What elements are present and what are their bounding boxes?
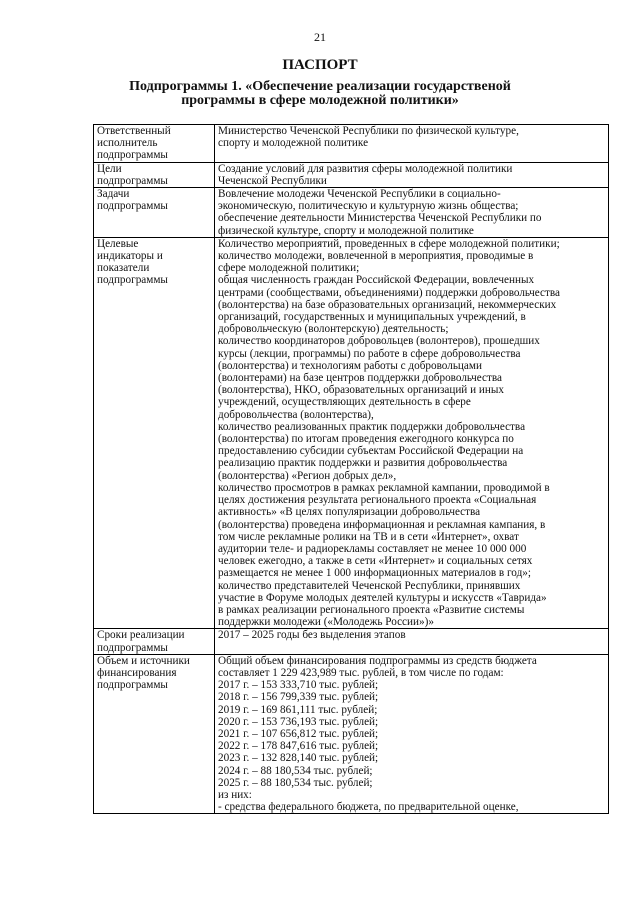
row-label-line: Объем и источники: [97, 654, 190, 667]
row-value-line: в рамках реализации регионального проекта «Развитие системы: [218, 603, 525, 616]
row-label-cell: [94, 125, 215, 163]
subtitle-line: программы в сфере молодежной политики»: [181, 93, 459, 108]
row-value-line: аудитории теле- и радиорекламы составляет не менее 10 000 000: [218, 542, 527, 555]
row-value-line: участие в Форуме молодых деятелей культуры и искусств «Таврида»: [218, 591, 547, 604]
row-label-cell: [94, 237, 215, 629]
row-label-cell: [94, 654, 215, 814]
row-value-line: количество координаторов добровольцев (волонтеров), прошедших: [218, 335, 540, 348]
row-value-line: 2025 г. – 88 180,534 тыс. рублей;: [218, 776, 373, 789]
passport-table-body: [94, 125, 609, 814]
row-value-line: Министерство Чеченской Республики по физической культуре,: [218, 125, 519, 137]
passport-row: [94, 654, 609, 814]
row-value-line: спорту и молодежной политике: [218, 137, 369, 150]
row-value-line: экономическую, политическую и культурную жизнь общества;: [218, 200, 519, 213]
row-value-cell: [215, 125, 609, 163]
row-value-line: Вовлечение молодежи Чеченской Республики в социально-: [218, 188, 501, 201]
row-value-cell: [215, 629, 609, 654]
row-value-line: (волонтерами) на базе центров поддержки добровольчества: [218, 372, 502, 385]
row-value-cell: [215, 654, 609, 814]
row-value-line: количество реализованных практик поддержки добровольчества: [218, 420, 526, 433]
row-value-line: размещается не менее 1 000 информационных материалов в год»;: [218, 567, 531, 580]
row-value-line: сфере молодежной политики;: [218, 262, 360, 275]
row-value-line: центрами (сообществами, объединениями) поддержки добровольчества: [218, 286, 561, 299]
row-label-line: подпрограммы: [97, 174, 168, 187]
row-value-line: 2017 – 2025 годы без выделения этапов: [218, 629, 406, 642]
row-value-line: поддержки молодежи («Молодежь России»)»: [218, 616, 434, 629]
row-value-line: (волонтерства) «Регион добрых дел»,: [218, 469, 397, 482]
row-value-line: Чеченской Республики: [218, 174, 327, 187]
row-value-line: количество просмотров в рамках рекламной кампании, проводимой в: [218, 481, 550, 494]
row-label-line: Сроки реализации: [97, 629, 185, 642]
row-value-line: организаций, государственных и муниципальных учреждений, в: [218, 311, 526, 324]
row-label-line: индикаторы и: [97, 250, 163, 263]
row-value-line: (волонтерства) проведена информационная и рекламная кампания, в: [218, 518, 546, 531]
row-value-cell: [215, 188, 609, 238]
row-value-line: Создание условий для развития сферы молодежной политики: [218, 162, 513, 175]
row-label-cell: [94, 162, 215, 187]
passport-row: [94, 629, 609, 654]
row-label-line: Целевые: [97, 237, 139, 250]
row-value-line: 2020 г. – 153 736,193 тыс. рублей;: [218, 715, 379, 728]
row-label-line: Задачи: [97, 188, 130, 201]
row-value-line: из них:: [218, 788, 252, 801]
row-value-line: 2023 г. – 132 828,140 тыс. рублей;: [218, 752, 379, 765]
row-value-line: человек ежегодно, а также в сети «Интернет» и социальных сетях: [218, 555, 533, 568]
row-value-line: (волонтерства) на базе образовательных организаций, некоммерческих: [218, 298, 557, 311]
document-title: ПАСПОРТ: [282, 57, 358, 73]
passport-row: [94, 125, 609, 163]
row-label-line: исполнитель: [97, 137, 158, 150]
row-value-line: курсы (лекции, программы) по работе в сфере добровольчества: [218, 347, 521, 360]
row-value-line: целях достижения результата регионального проекта «Социальная: [218, 494, 537, 507]
row-label-line: Ответственный: [97, 125, 171, 137]
row-label-cell: [94, 629, 215, 654]
row-value-line: 2017 г. – 153 333,710 тыс. рублей;: [218, 679, 379, 692]
row-label-line: финансирования: [97, 666, 177, 679]
row-label-line: подпрограммы: [97, 274, 168, 287]
row-value-line: (волонтерства) и технологиям работы с добровольцами: [218, 359, 482, 372]
row-value-line: составляет 1 229 423,989 тыс. рублей, в том числе по годам:: [218, 666, 504, 679]
row-value-line: учреждений, осуществляющих деятельность в сфере: [218, 396, 471, 409]
row-value-line: 2021 г. – 107 656,812 тыс. рублей;: [218, 727, 379, 740]
passport-table: [93, 124, 609, 814]
row-value-line: активность» «В целях популяризации добровольчества: [218, 506, 481, 519]
row-label-line: подпрограммы: [97, 149, 168, 162]
row-value-line: реализацию практик поддержки и развития добровольчества: [218, 457, 508, 470]
row-value-line: добровольческую (волонтерскую) деятельность;: [218, 323, 449, 336]
row-value-line: физической культуре, спорту и молодежной политике: [218, 224, 474, 237]
row-value-line: предоставлению субсидии субъектам Российской Федерации на: [218, 445, 524, 458]
row-value-line: (волонтерства), НКО, образовательных организаций и иных: [218, 384, 504, 397]
row-value-line: Общий объем финансирования подпрограммы из средств бюджета: [218, 654, 537, 667]
document-subtitle: [110, 80, 530, 108]
row-label-line: подпрограммы: [97, 641, 168, 654]
row-value-line: обеспечение деятельности Министерства Чеченской Республики по: [218, 212, 542, 225]
row-value-line: общая численность граждан Российской Федерации, вовлеченных: [218, 274, 535, 287]
row-value-line: 2024 г. – 88 180,534 тыс. рублей;: [218, 764, 373, 777]
page-number: 21: [314, 30, 326, 44]
row-label-line: подпрограммы: [97, 200, 168, 213]
row-value-line: количество представителей Чеченской Республики, принявших: [218, 579, 521, 592]
passport-row: [94, 162, 609, 187]
passport-row: [94, 188, 609, 238]
row-label-line: Цели: [97, 162, 122, 175]
subtitle-line: Подпрограммы 1. «Обеспечение реализации государственой: [129, 79, 511, 94]
row-value-line: (волонтерства) по итогам проведения ежегодного конкурса по: [218, 433, 514, 446]
row-value-line: добровольчества (волонтерства),: [218, 408, 374, 421]
row-value-line: 2018 г. – 156 799,339 тыс. рублей;: [218, 691, 379, 704]
row-value-line: том числе рекламные ролики на ТВ и в сети «Интернет», охват: [218, 530, 519, 543]
row-label-line: подпрограммы: [97, 679, 168, 692]
row-value-line: количество молодежи, вовлеченной в мероприятия, проводимые в: [218, 250, 534, 263]
row-value-line: 2019 г. – 169 861,111 тыс. рублей;: [218, 703, 378, 716]
row-value-line: - средства федерального бюджета, по предварительной оценке,: [218, 801, 519, 814]
row-label-line: показатели: [97, 262, 150, 275]
row-value-line: 2022 г. – 178 847,616 тыс. рублей;: [218, 740, 379, 753]
row-value-cell: [215, 162, 609, 187]
row-value-cell: [215, 237, 609, 629]
row-label-cell: [94, 188, 215, 238]
row-value-line: Количество мероприятий, проведенных в сфере молодежной политики;: [218, 237, 560, 250]
passport-row: [94, 237, 609, 629]
